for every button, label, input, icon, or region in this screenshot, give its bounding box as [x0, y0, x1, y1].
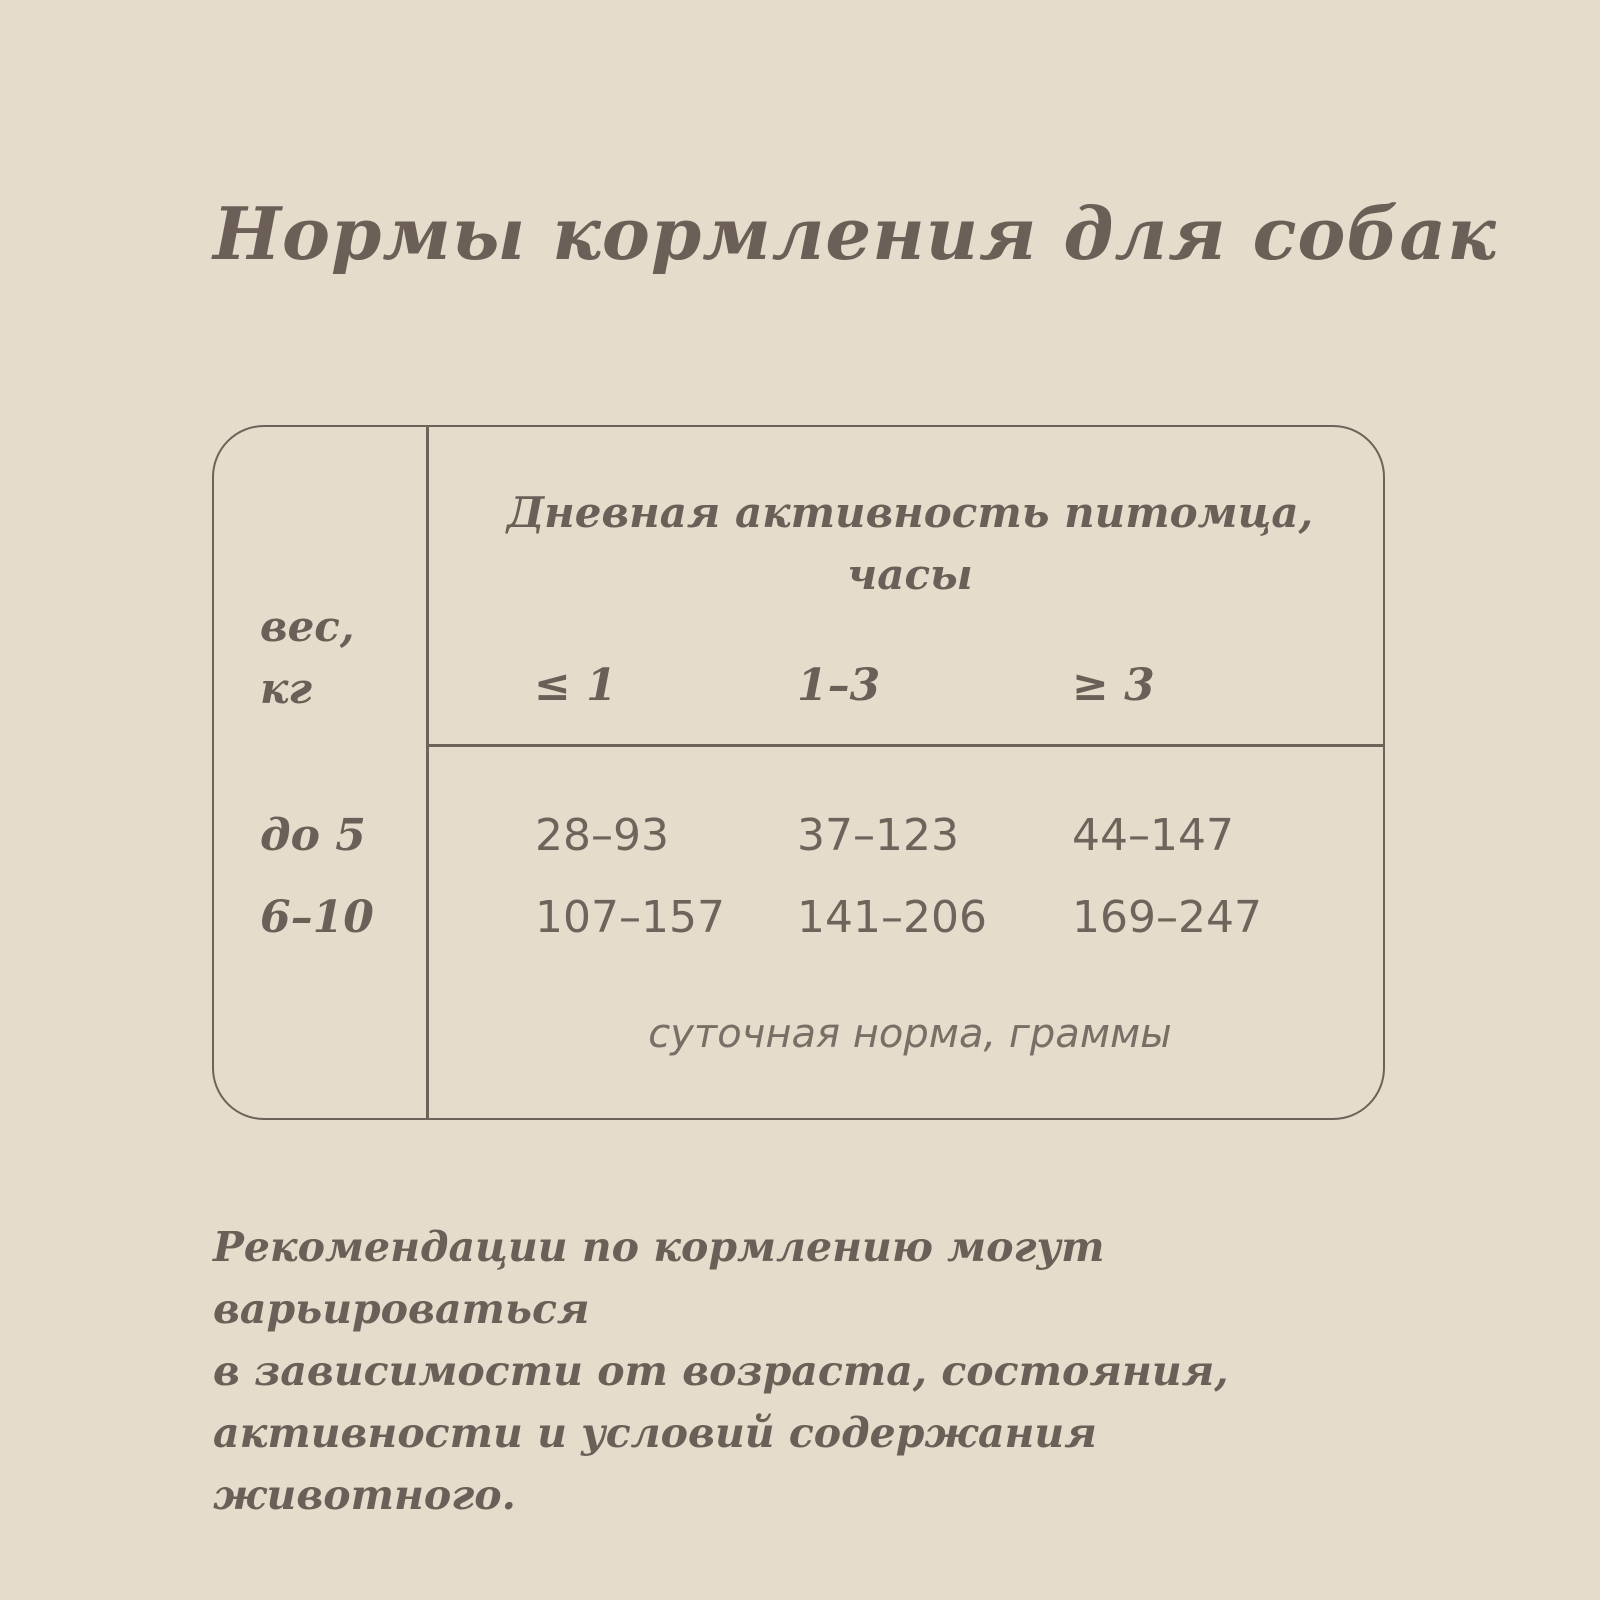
column-header-1: ≤ 1: [534, 660, 617, 711]
table-cell: 44–147: [1072, 810, 1234, 861]
row-label-1: до 5: [260, 810, 366, 861]
column-header-3: ≥ 3: [1072, 660, 1155, 711]
activity-header: Дневная активность питомца, часы: [506, 488, 1314, 599]
table-cell: 169–247: [1072, 892, 1262, 943]
page-title: Нормы кормления для собак: [213, 191, 1497, 276]
table-footnote: суточная норма, граммы: [648, 1011, 1172, 1057]
table-cell: 141–206: [797, 892, 987, 943]
feeding-disclaimer: Рекомендации по кормлению могут варьироваться в зависимости от возраста, состояния, активности и условий содержания животного.: [213, 1223, 1229, 1519]
row-label-2: 6–10: [260, 892, 374, 943]
table-cell: 28–93: [535, 810, 669, 861]
table-cell: 107–157: [535, 892, 725, 943]
table-vertical-divider: [426, 426, 429, 1120]
table-horizontal-divider: [427, 744, 1385, 747]
column-header-2: 1–3: [797, 660, 881, 711]
table-cell: 37–123: [797, 810, 959, 861]
weight-header: вес, кг: [260, 602, 355, 713]
